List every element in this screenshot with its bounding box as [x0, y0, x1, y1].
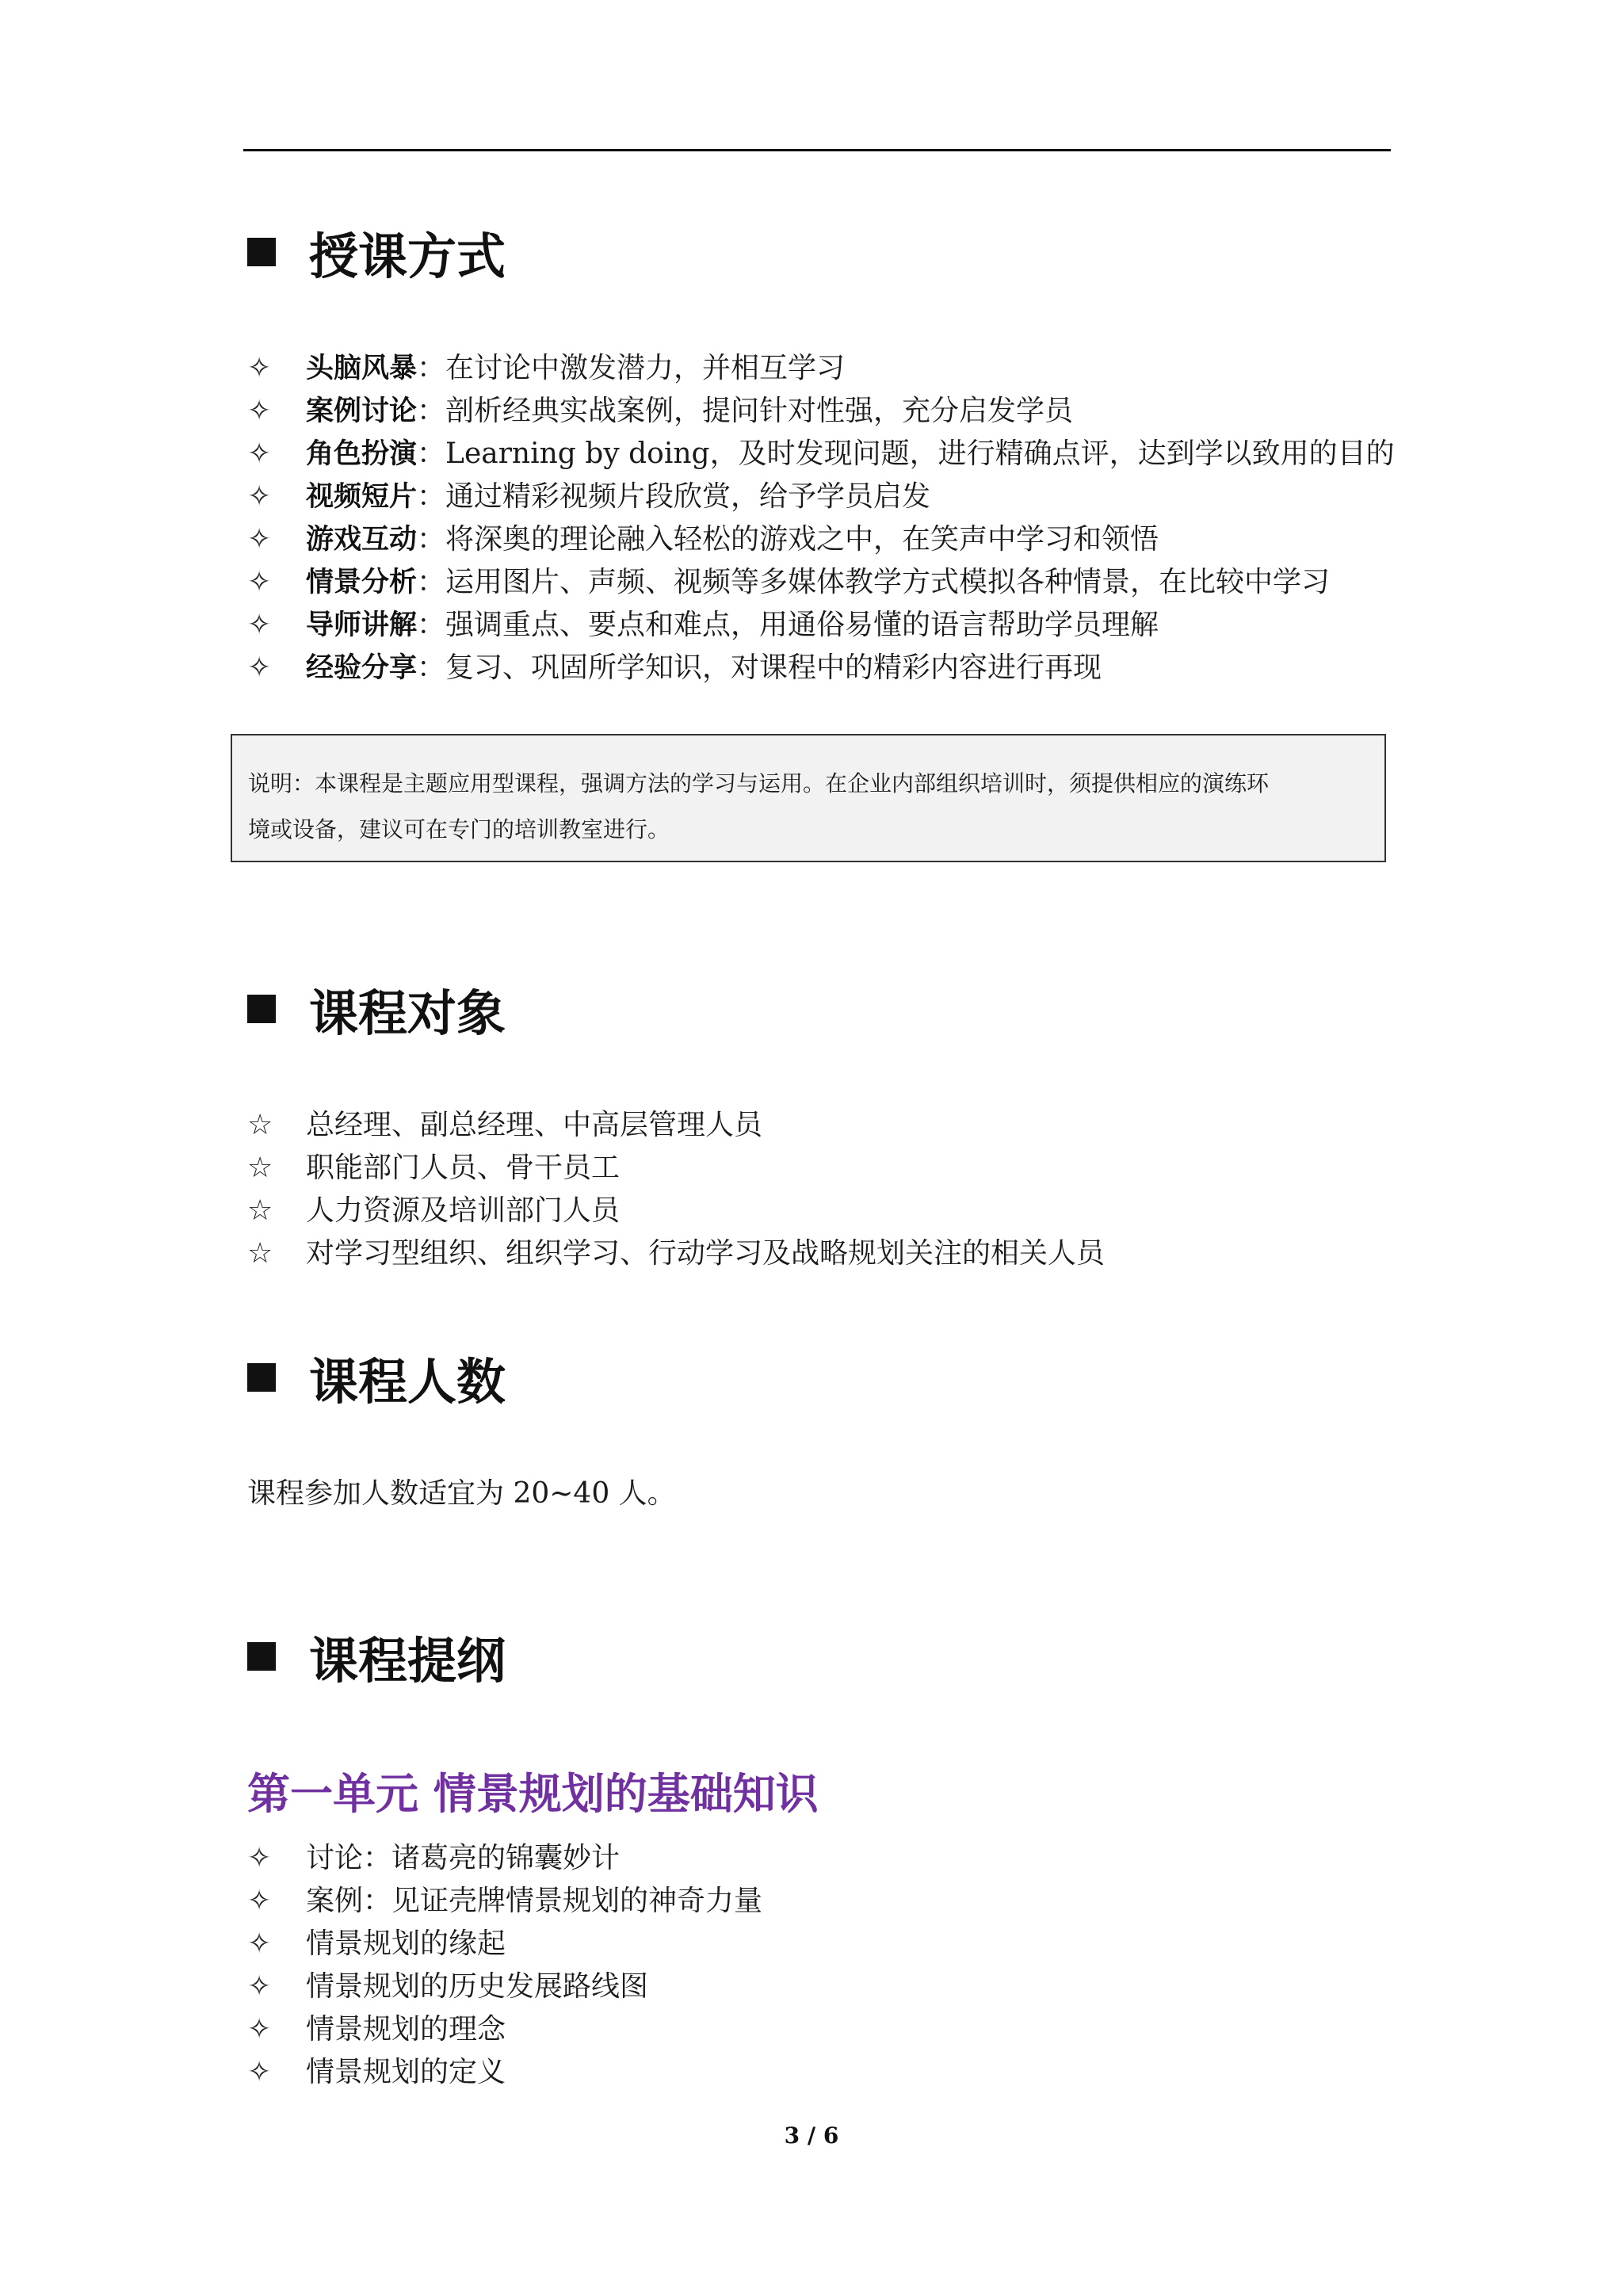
list-item: ✧ 案例：见证壳牌情景规划的神奇力量 — [247, 1880, 762, 1923]
list-item: ☆ 总经理、副总经理、中高层管理人员 — [247, 1104, 1105, 1147]
square-bullet-icon — [247, 995, 276, 1023]
square-bullet-icon — [247, 1642, 276, 1671]
list-item: ☆ 人力资源及培训部门人员 — [247, 1190, 1105, 1232]
list-item: ✧ 经验分享 ： 复习、巩固所学知识，对课程中的精彩内容进行再现 — [247, 647, 1395, 690]
section-title: 授课方式 — [309, 227, 506, 285]
header-rule — [243, 149, 1391, 151]
section-title: 课程对象 — [309, 984, 506, 1042]
section-heading-outline — [247, 1625, 506, 1688]
list-item: ✧ 情景分析 ： 运用图片、声频、视频等多媒体教学方式模拟各种情景，在比较中学习 — [247, 561, 1395, 604]
note-box — [231, 734, 1386, 862]
four-point-star-icon: ✧ — [247, 437, 272, 470]
list-item: ✧ 角色扮演 ： Learning by doing，及时发现问题，进行精确点评，达到学以致用的目的 — [247, 433, 1395, 476]
square-bullet-icon — [247, 1363, 276, 1392]
list-item: ☆ 职能部门人员、骨干员工 — [247, 1147, 1105, 1190]
four-point-star-icon: ✧ — [247, 1842, 272, 1874]
star-outline-icon: ☆ — [247, 1109, 273, 1141]
star-outline-icon: ☆ — [247, 1152, 273, 1184]
four-point-star-icon: ✧ — [247, 523, 272, 556]
section-heading-teaching-methods — [247, 220, 506, 284]
list-item: ✧ 情景规划的定义 — [247, 2051, 762, 2094]
list-item: ☆ 对学习型组织、组织学习、行动学习及战略规划关注的相关人员 — [247, 1232, 1105, 1275]
star-outline-icon: ☆ — [247, 1237, 273, 1270]
list-item: ✧ 游戏互动 ： 将深奥的理论融入轻松的游戏之中，在笑声中学习和领悟 — [247, 518, 1395, 561]
section-title: 课程人数 — [309, 1352, 506, 1411]
list-item: ✧ 情景规划的缘起 — [247, 1923, 762, 1966]
list-item: ✧ 讨论：诸葛亮的锦囊妙计 — [247, 1837, 762, 1880]
section-title: 课程提纲 — [309, 1631, 506, 1690]
four-point-star-icon: ✧ — [247, 2056, 272, 2088]
teaching-methods-list — [247, 347, 1395, 690]
square-bullet-icon — [247, 238, 276, 266]
audience-list — [247, 1104, 1105, 1275]
note-line: 境或设备，建议可在专门的培训教室进行。 — [248, 816, 670, 842]
unit1-list — [247, 1837, 762, 2094]
four-point-star-icon: ✧ — [247, 352, 272, 384]
list-item: ✧ 情景规划的理念 — [247, 2008, 762, 2051]
list-item: ✧ 视频短片 ： 通过精彩视频片段欣赏，给予学员启发 — [247, 476, 1395, 518]
list-item: ✧ 情景规划的历史发展路线图 — [247, 1966, 762, 2008]
section-heading-class-size — [247, 1346, 506, 1409]
four-point-star-icon: ✧ — [247, 609, 272, 641]
unit-heading: 第一单元 情景规划的基础知识 — [247, 1769, 819, 1819]
class-size-text: 课程参加人数适宜为 20~40 人。 — [247, 1477, 676, 1510]
four-point-star-icon: ✧ — [247, 480, 272, 513]
page-number: 3 / 6 — [784, 2122, 839, 2149]
four-point-star-icon: ✧ — [247, 395, 272, 427]
four-point-star-icon: ✧ — [247, 1885, 272, 1917]
four-point-star-icon: ✧ — [247, 1927, 272, 1960]
note-line: 说明：本课程是主题应用型课程，强调方法的学习与运用。在企业内部组织培训时，须提供相应的演练环 — [248, 770, 1270, 797]
star-outline-icon: ☆ — [247, 1194, 273, 1227]
list-item: ✧ 头脑风暴 ： 在讨论中激发潜力，并相互学习 — [247, 347, 1395, 390]
four-point-star-icon: ✧ — [247, 566, 272, 598]
list-item: ✧ 导师讲解 ： 强调重点、要点和难点，用通俗易懂的语言帮助学员理解 — [247, 604, 1395, 647]
section-heading-audience — [247, 977, 506, 1041]
four-point-star-icon: ✧ — [247, 2013, 272, 2046]
four-point-star-icon: ✧ — [247, 1970, 272, 2003]
list-item: ✧ 案例讨论 ： 剖析经典实战案例，提问针对性强，充分启发学员 — [247, 390, 1395, 433]
four-point-star-icon: ✧ — [247, 651, 272, 684]
